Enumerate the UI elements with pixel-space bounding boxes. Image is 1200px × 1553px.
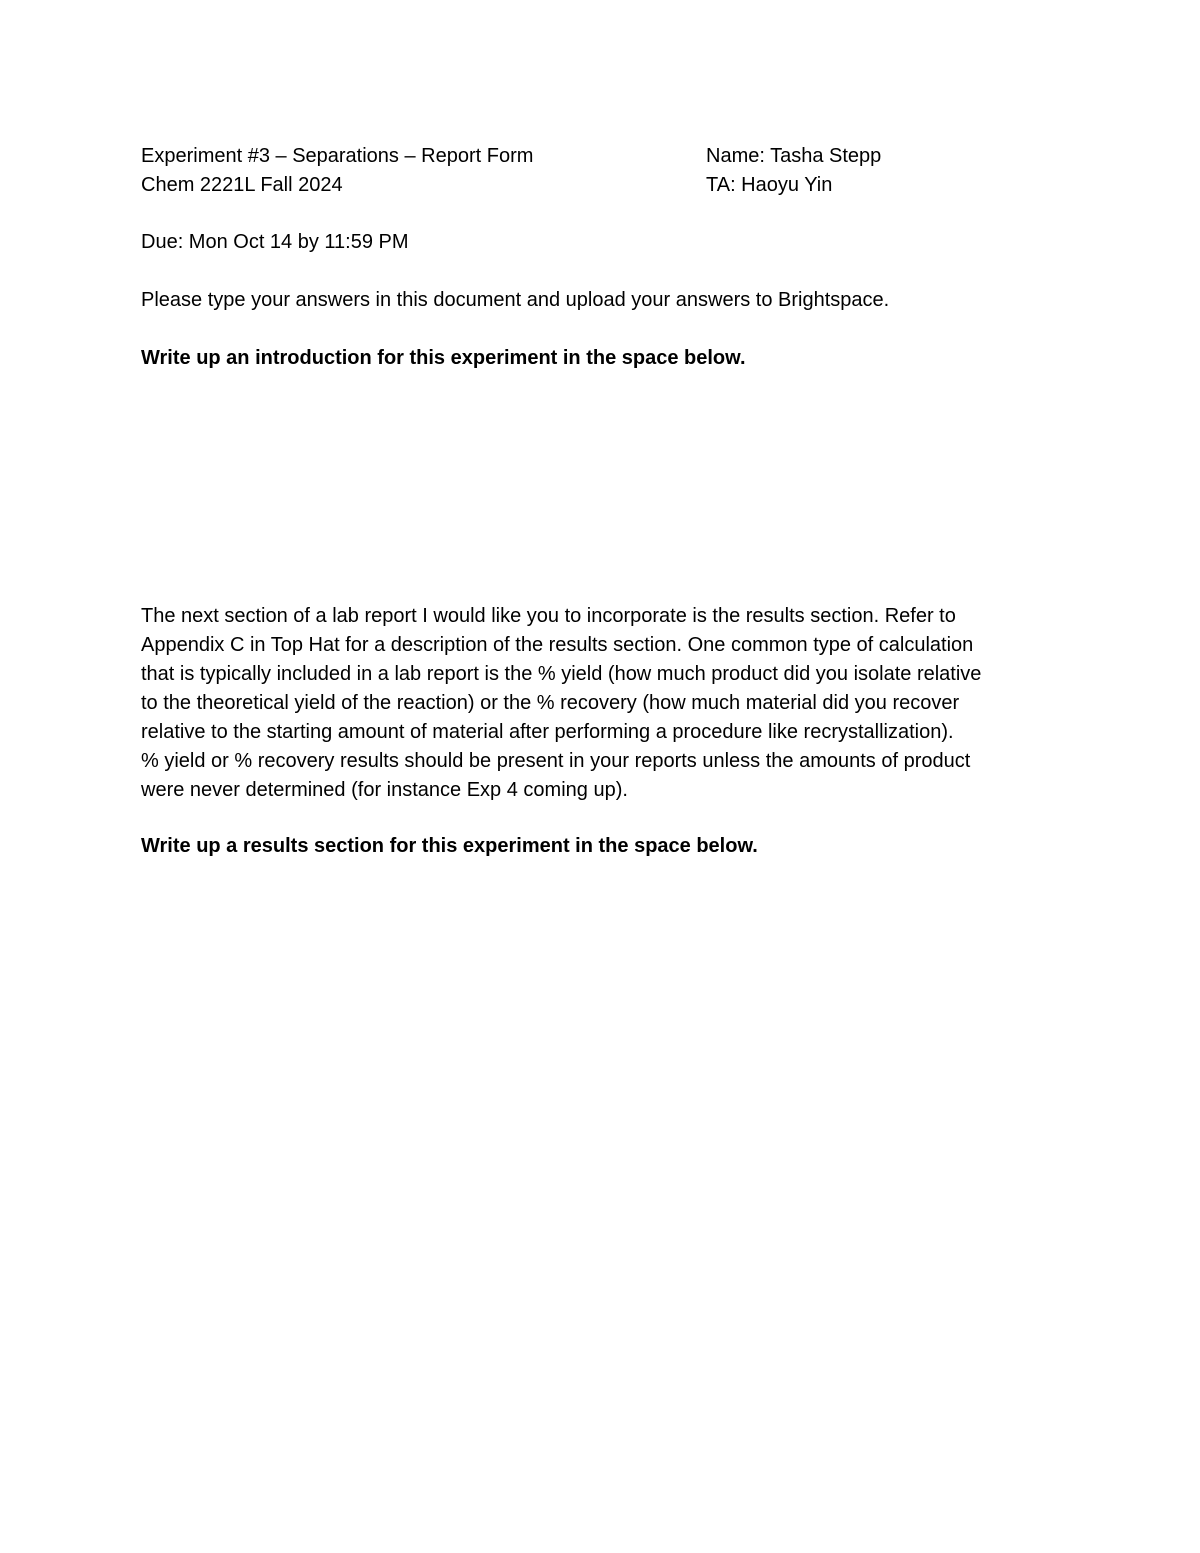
instructions: Please type your answers in this document and upload your answers to Brightspace. [141,289,890,311]
course-label: Chem 2221L Fall 2024 [141,174,343,196]
results-paragraph-line: to the theoretical yield of the reaction) or the % recovery (how much material did you recover [141,692,960,714]
results-paragraph-line: Appendix C in Top Hat for a description of the results section. One common type of calculation [141,634,974,656]
results-paragraph-line: The next section of a lab report I would like you to incorporate is the results section. Refer to [141,605,956,627]
due-date: Due: Mon Oct 14 by 11:59 PM [141,231,409,253]
student-name: Name: Tasha Stepp [706,145,882,167]
intro-prompt: Write up an introduction for this experiment in the space below. [141,347,746,369]
results-paragraph [141,602,1071,805]
results-paragraph-line: % yield or % recovery results should be present in your reports unless the amounts of product [141,750,971,772]
results-paragraph-line: that is typically included in a lab report is the % yield (how much product did you isolate relative [141,663,982,685]
results-paragraph-line: relative to the starting amount of material after performing a procedure like recrystallization). [141,721,954,743]
results-prompt: Write up a results section for this experiment in the space below. [141,835,758,857]
experiment-title: Experiment #3 – Separations – Report Form [141,145,534,167]
results-paragraph-line: were never determined (for instance Exp 4 coming up). [141,779,628,801]
ta-name: TA: Haoyu Yin [706,174,833,196]
